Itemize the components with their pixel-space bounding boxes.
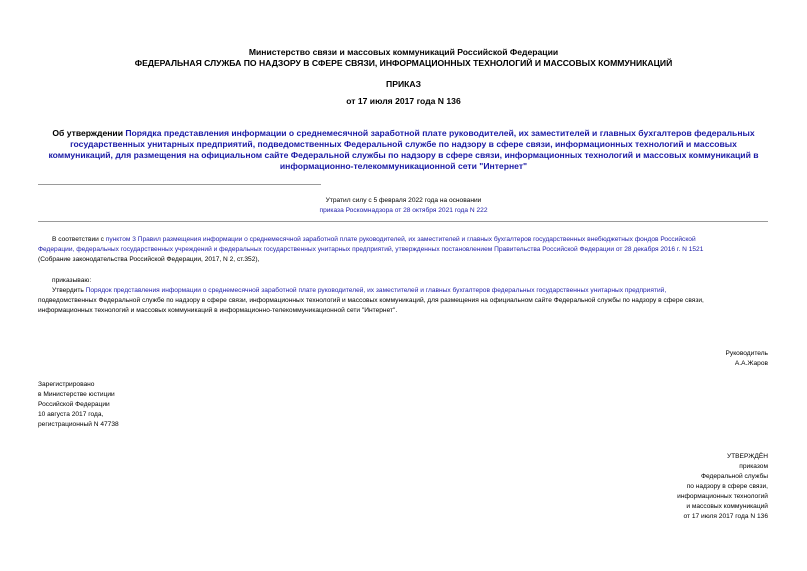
approved-line: информационных технологий: [677, 493, 768, 500]
para-2-line-2: подведомственных Федеральной службе по надзору в сфере связи, информационных технологий и массовых коммуникаций, для размещения на официальном сайте Федеральной службы по надзору в сфере связи,: [38, 297, 704, 304]
registration-line: регистрационный N 47738: [38, 421, 119, 428]
title-prefix: Об утверждении: [52, 128, 126, 138]
document-date-number: от 17 июля 2017 года N 136: [346, 96, 461, 106]
para-1-line-1: [52, 235, 768, 245]
para-2-line-3: информационных технологий и массовых коммуникаций в информационно-телекоммуникационной сети "Интернет".: [38, 307, 398, 314]
para-1-line-3: (Собрание законодательства Российской Федерации, 2017, N 2, ст.352),: [38, 256, 260, 263]
para-2-prefix: Утвердить: [52, 287, 86, 294]
divider-full: [38, 221, 768, 222]
status-link-line: [0, 206, 807, 216]
service-name: ФЕДЕРАЛЬНАЯ СЛУЖБА ПО НАДЗОРУ В СФЕРЕ СВЯЗИ, ИНФОРМАЦИОННЫХ ТЕХНОЛОГИЙ И МАССОВЫХ КОММУНИКАЦИЙ: [134, 58, 673, 68]
signature-name: А.А.Жаров: [734, 360, 768, 367]
approved-block: [677, 452, 768, 522]
ministry-name: Министерство связи и массовых коммуникаций Российской Федерации: [248, 47, 559, 57]
title-line-1: [0, 128, 807, 139]
para-1-prefix: В соответствии с: [52, 236, 106, 243]
title-line-4[interactable]: информационно-телекоммуникационной сети "Интернет": [279, 161, 528, 171]
signature-role: Руководитель: [725, 350, 768, 357]
rules-point-link[interactable]: пунктом 3 Правил размещения информации о среднемесячной заработной плате руководителей, их заместителей и главных бухгалтеров государственных внебюджетных фондов Российской: [105, 236, 696, 243]
registration-line: 10 августа 2017 года,: [38, 411, 104, 418]
title-line-2[interactable]: государственных унитарных предприятий, подведомственных Федеральной службе по надзору в сфере связи, информационных технологий и массовых: [70, 139, 737, 149]
approved-line: и массовых коммуникаций: [686, 503, 768, 510]
divider-short: [38, 184, 321, 185]
approved-line: приказом: [739, 463, 768, 470]
document-type: ПРИКАЗ: [386, 79, 421, 89]
registration-block: [38, 380, 119, 430]
title-line-3[interactable]: коммуникаций, для размещения на официальном сайте Федеральной службы по надзору в сфере связи, информационных технологий и массовых коммуникаций в: [48, 150, 759, 160]
title-order-link[interactable]: Порядка представления информации о среднемесячной заработной плате руководителей, их заместителей и главных бухгалтеров федеральных: [125, 128, 755, 138]
approved-line: Федеральной службы: [700, 473, 768, 480]
repeal-order-link[interactable]: приказа Роскомнадзора от 28 октября 2021 года N 222: [319, 207, 488, 214]
status-line: Утратил силу с 5 февраля 2022 года на основании: [325, 197, 482, 204]
registration-line: Зарегистрировано: [38, 381, 95, 388]
registration-line: Российской Федерации: [38, 401, 110, 408]
registration-line: в Министерстве юстиции: [38, 391, 115, 398]
approved-line: УТВЕРЖДЁН: [726, 453, 768, 460]
procedure-link[interactable]: Порядок представления информации о среднемесячной заработной плате руководителей, их заместителей и главных бухгалтеров федеральных государственных унитарных предприятий,: [85, 287, 667, 294]
approved-line: по надзору в сфере связи,: [686, 483, 768, 490]
approved-line: от 17 июля 2017 года N 136: [683, 513, 768, 520]
para-1-line-2[interactable]: Федерации, федеральных государственных учреждений и федеральных государственных унитарных предприятий, утвержденных постановлением Правительства Российской Федерации от 28 декабря 2016 г. N 1521: [38, 246, 704, 253]
order-word: приказываю:: [52, 277, 92, 284]
para-2-line-1: [52, 286, 768, 296]
